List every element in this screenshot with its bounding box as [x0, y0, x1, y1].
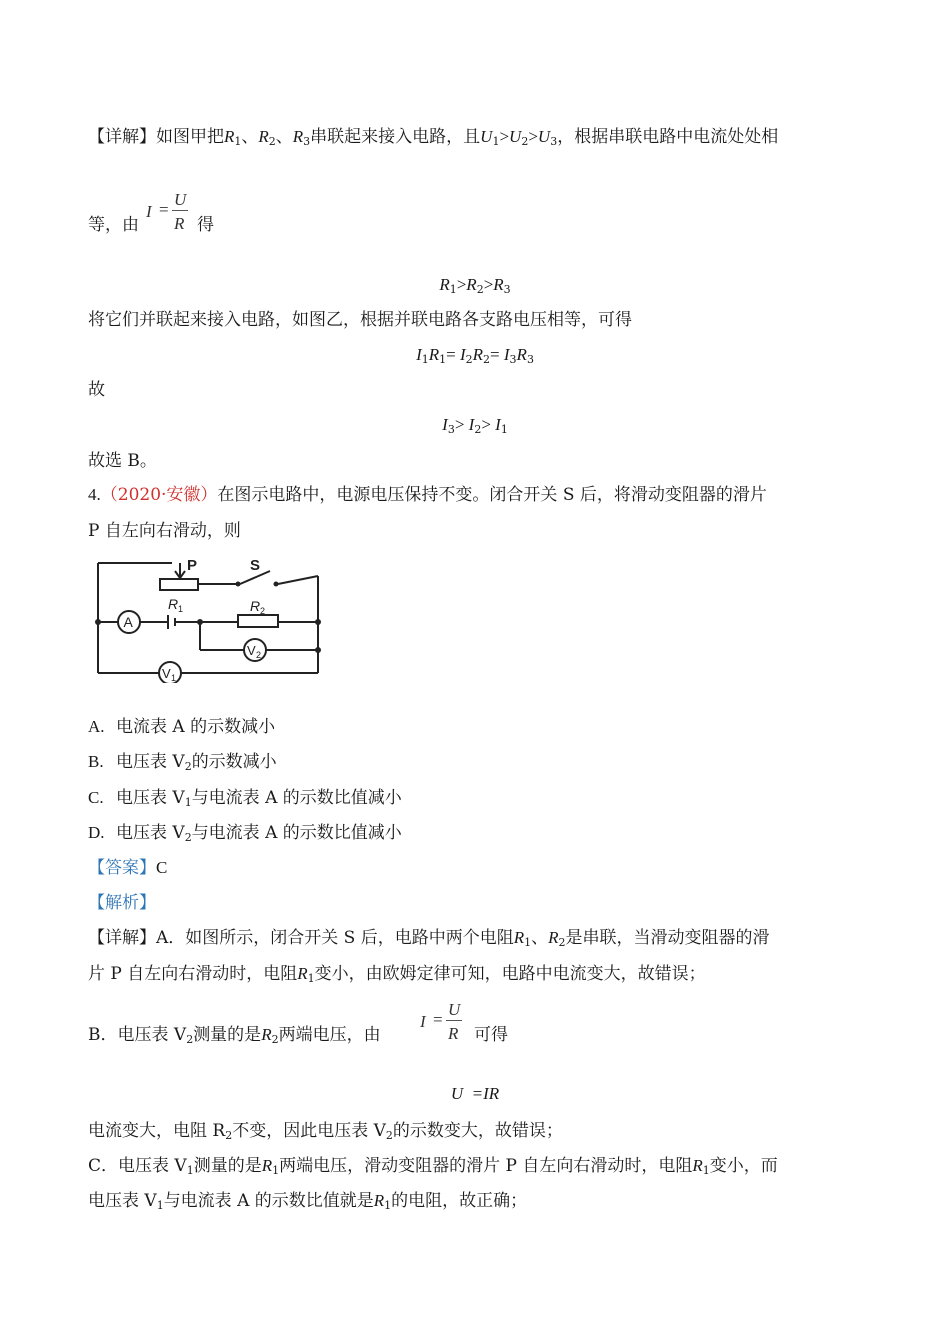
question-4-line-2: P 自左向右滑动，则	[88, 521, 241, 541]
voltmeter-v1-label: V	[162, 666, 171, 681]
detail-a-line-1: 【详解】A．如图所示，闭合开关 S 后，电路中两个电阻$R_1$、$R_2$是串联，当滑动变阻器的滑	[88, 928, 770, 949]
detail-b-line-1: B．电压表 $V_2$测量的是$R_2$两端电压，由	[88, 1025, 381, 1046]
r1-sub: 1	[178, 604, 184, 614]
analysis-tag: 【解析】	[88, 893, 156, 913]
voltmeter-v2-sub: 2	[256, 650, 262, 660]
equation-u-ir: U =IR	[450, 1084, 500, 1103]
explanation-line-2: 等，由	[88, 215, 139, 235]
answer-choice-line: 故选 B。	[88, 451, 157, 471]
r2-label: R	[250, 598, 261, 614]
ammeter-label: A	[123, 614, 133, 630]
detail-b-line-1-end: 可得	[474, 1025, 508, 1045]
option-d[interactable]: D. 电压表 $V_2$与电流表 A 的示数比值减小	[88, 823, 402, 844]
explanation-line-4: 故	[88, 380, 105, 400]
detail-b-line-2: 电流变大，电阻 $R_2$不变，因此电压表 $V_2$的示数变大，故错误；	[88, 1121, 563, 1142]
ohm-formula: I = U R	[146, 190, 187, 233]
ohm-formula-2: I = U R	[420, 1000, 461, 1043]
answer-line: 【答案】C	[88, 858, 168, 878]
equation-i-order: $I_3> I_2> I_1$	[442, 415, 508, 436]
circuit-diagram	[88, 553, 328, 683]
switch-s-label: S	[250, 557, 261, 574]
explanation-line-3: 将它们并联起来接入电路，如图乙，根据并联电路各支路电压相等，可得	[88, 310, 632, 330]
slider-p-label: P	[187, 557, 198, 574]
r2-sub: 2	[260, 606, 266, 616]
detail-c-line-2: 电压表 $V_1$与电流表 A 的示数比值就是$R_1$的电阻，故正确；	[88, 1191, 528, 1212]
explanation-line-1: 【详解】如图甲把$R_1$、$R_2$、$R_3$串联起来接入电路，且$U_1>U_2>U_3$，根据串联电路中电流处处相	[88, 127, 779, 148]
question-source: （2020·安徽）	[100, 485, 218, 505]
option-b[interactable]: B. 电压表 $V_2$的示数减小	[88, 752, 277, 773]
equation-ir-equal: $I_1R_1= I_2R_2= I_3R_3$	[416, 345, 534, 366]
option-a[interactable]: A. 电流表 A 的示数减小	[88, 717, 276, 737]
equation-r-order: $R_1>R_2>R_3$	[439, 275, 511, 296]
explanation-line-2-end: 得	[197, 215, 214, 235]
voltmeter-v1-sub: 1	[171, 673, 177, 683]
detail-a-line-2: 片 P 自左向右滑动时，电阻$R_1$变小，由欧姆定律可知，电路中电流变大，故错误；	[88, 964, 706, 985]
voltmeter-v2-label: V	[247, 643, 256, 658]
r1-label: R	[168, 596, 179, 612]
option-c[interactable]: C. 电压表 $V_1$与电流表 A 的示数比值减小	[88, 788, 402, 809]
question-4-line-1: 4.（2020·安徽）在图示电路中，电源电压保持不变。闭合开关 S 后，将滑动变阻器的滑片	[88, 485, 767, 505]
detail-c-line-1: C．电压表 $V_1$测量的是$R_1$两端电压，滑动变阻器的滑片 P 自左向右滑动时，电阻$R_1$变小，而	[88, 1156, 778, 1177]
